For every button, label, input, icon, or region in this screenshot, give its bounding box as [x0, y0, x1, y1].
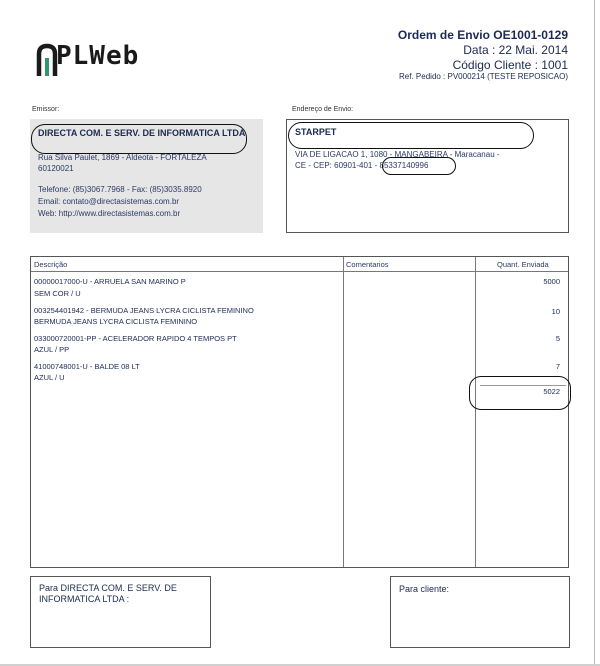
recipient-name: STARPET [295, 127, 337, 137]
column-divider [475, 257, 476, 567]
page-edge-right [594, 0, 595, 666]
apl-logo-icon [36, 42, 58, 78]
signature-label-client: Para cliente: [399, 584, 450, 594]
recipient-address-line-1: VIA DE LIGACAO 1, 1080 - MANGABEIRA - Maracanau - [295, 150, 500, 159]
item-quantity: 5 [555, 334, 560, 343]
highlight-oval-recipient [288, 122, 534, 149]
total-quantity: 5022 [543, 387, 560, 396]
items-table [30, 256, 569, 568]
emissor-label: Emissor: [32, 106, 60, 113]
item-description: 003254401942 - BERMUDA JEANS LYCRA CICLISTA FEMININO [34, 306, 254, 315]
item-quantity: 5000 [543, 277, 560, 286]
emissor-address-line-2: 60120021 [38, 164, 74, 173]
logo-text: PLWeb [56, 41, 140, 71]
highlight-oval-emissor [31, 124, 247, 154]
emissor-email: Email: contato@directasistemas.com.br [38, 197, 180, 206]
item-variant: BERMUDA JEANS LYCRA CICLISTA FEMININO [34, 317, 198, 326]
item-description: 033000720001-PP - ACELERADOR RAPIDO 4 TEMPOS PT [34, 334, 237, 343]
emissor-address-line-1: Rua Silva Paulet, 1869 - Aldeota - FORTALEZA [38, 153, 207, 162]
shipping-address-label: Endereço de Envio: [292, 106, 354, 113]
recipient-address-line-2: CE - CEP: 60901-401 - 85337140996 [295, 161, 429, 170]
header-divider [31, 271, 568, 272]
emissor-name: DIRECTA COM. E SERV. DE INFORMATICA LTDA [38, 128, 246, 138]
item-quantity: 7 [555, 362, 560, 371]
item-description: 41000748001-U - BALDE 08 LT [34, 362, 140, 371]
item-description: 00000017000-U - ARRUELA SAN MARINO P [34, 277, 186, 286]
highlight-oval-total [469, 376, 571, 410]
item-quantity: 10 [551, 307, 560, 316]
document-date: Data : 22 Mai. 2014 [463, 43, 568, 57]
document-title: Ordem de Envio OE1001-0129 [397, 28, 568, 42]
column-divider [343, 257, 344, 567]
emissor-phone: Telefone: (85)3067.7968 - Fax: (85)3035.8920 [38, 185, 202, 194]
highlight-oval-phone [382, 157, 456, 175]
client-code: Código Cliente : 1001 [452, 58, 568, 72]
item-variant: SEM COR / U [34, 289, 81, 298]
column-header-quantity: Quant. Enviada [497, 260, 549, 269]
item-variant: AZUL / PP [34, 345, 70, 354]
item-variant: AZUL / U [34, 373, 65, 382]
signature-box-client [390, 576, 570, 648]
column-header-comments: Comentarios [346, 260, 389, 269]
signature-box-emissor [30, 576, 211, 648]
column-header-description: Descrição [34, 260, 68, 269]
order-reference: Ref. Pedido : PV000214 (TESTE REPOSICAO) [399, 72, 568, 81]
signature-label-emissor: Para DIRECTA COM. E SERV. DE INFORMATICA LTDA : [39, 583, 177, 604]
emissor-web: Web: http://www.directasistemas.com.br [38, 209, 181, 218]
recipient-phone: - 85337140996 [374, 161, 429, 170]
